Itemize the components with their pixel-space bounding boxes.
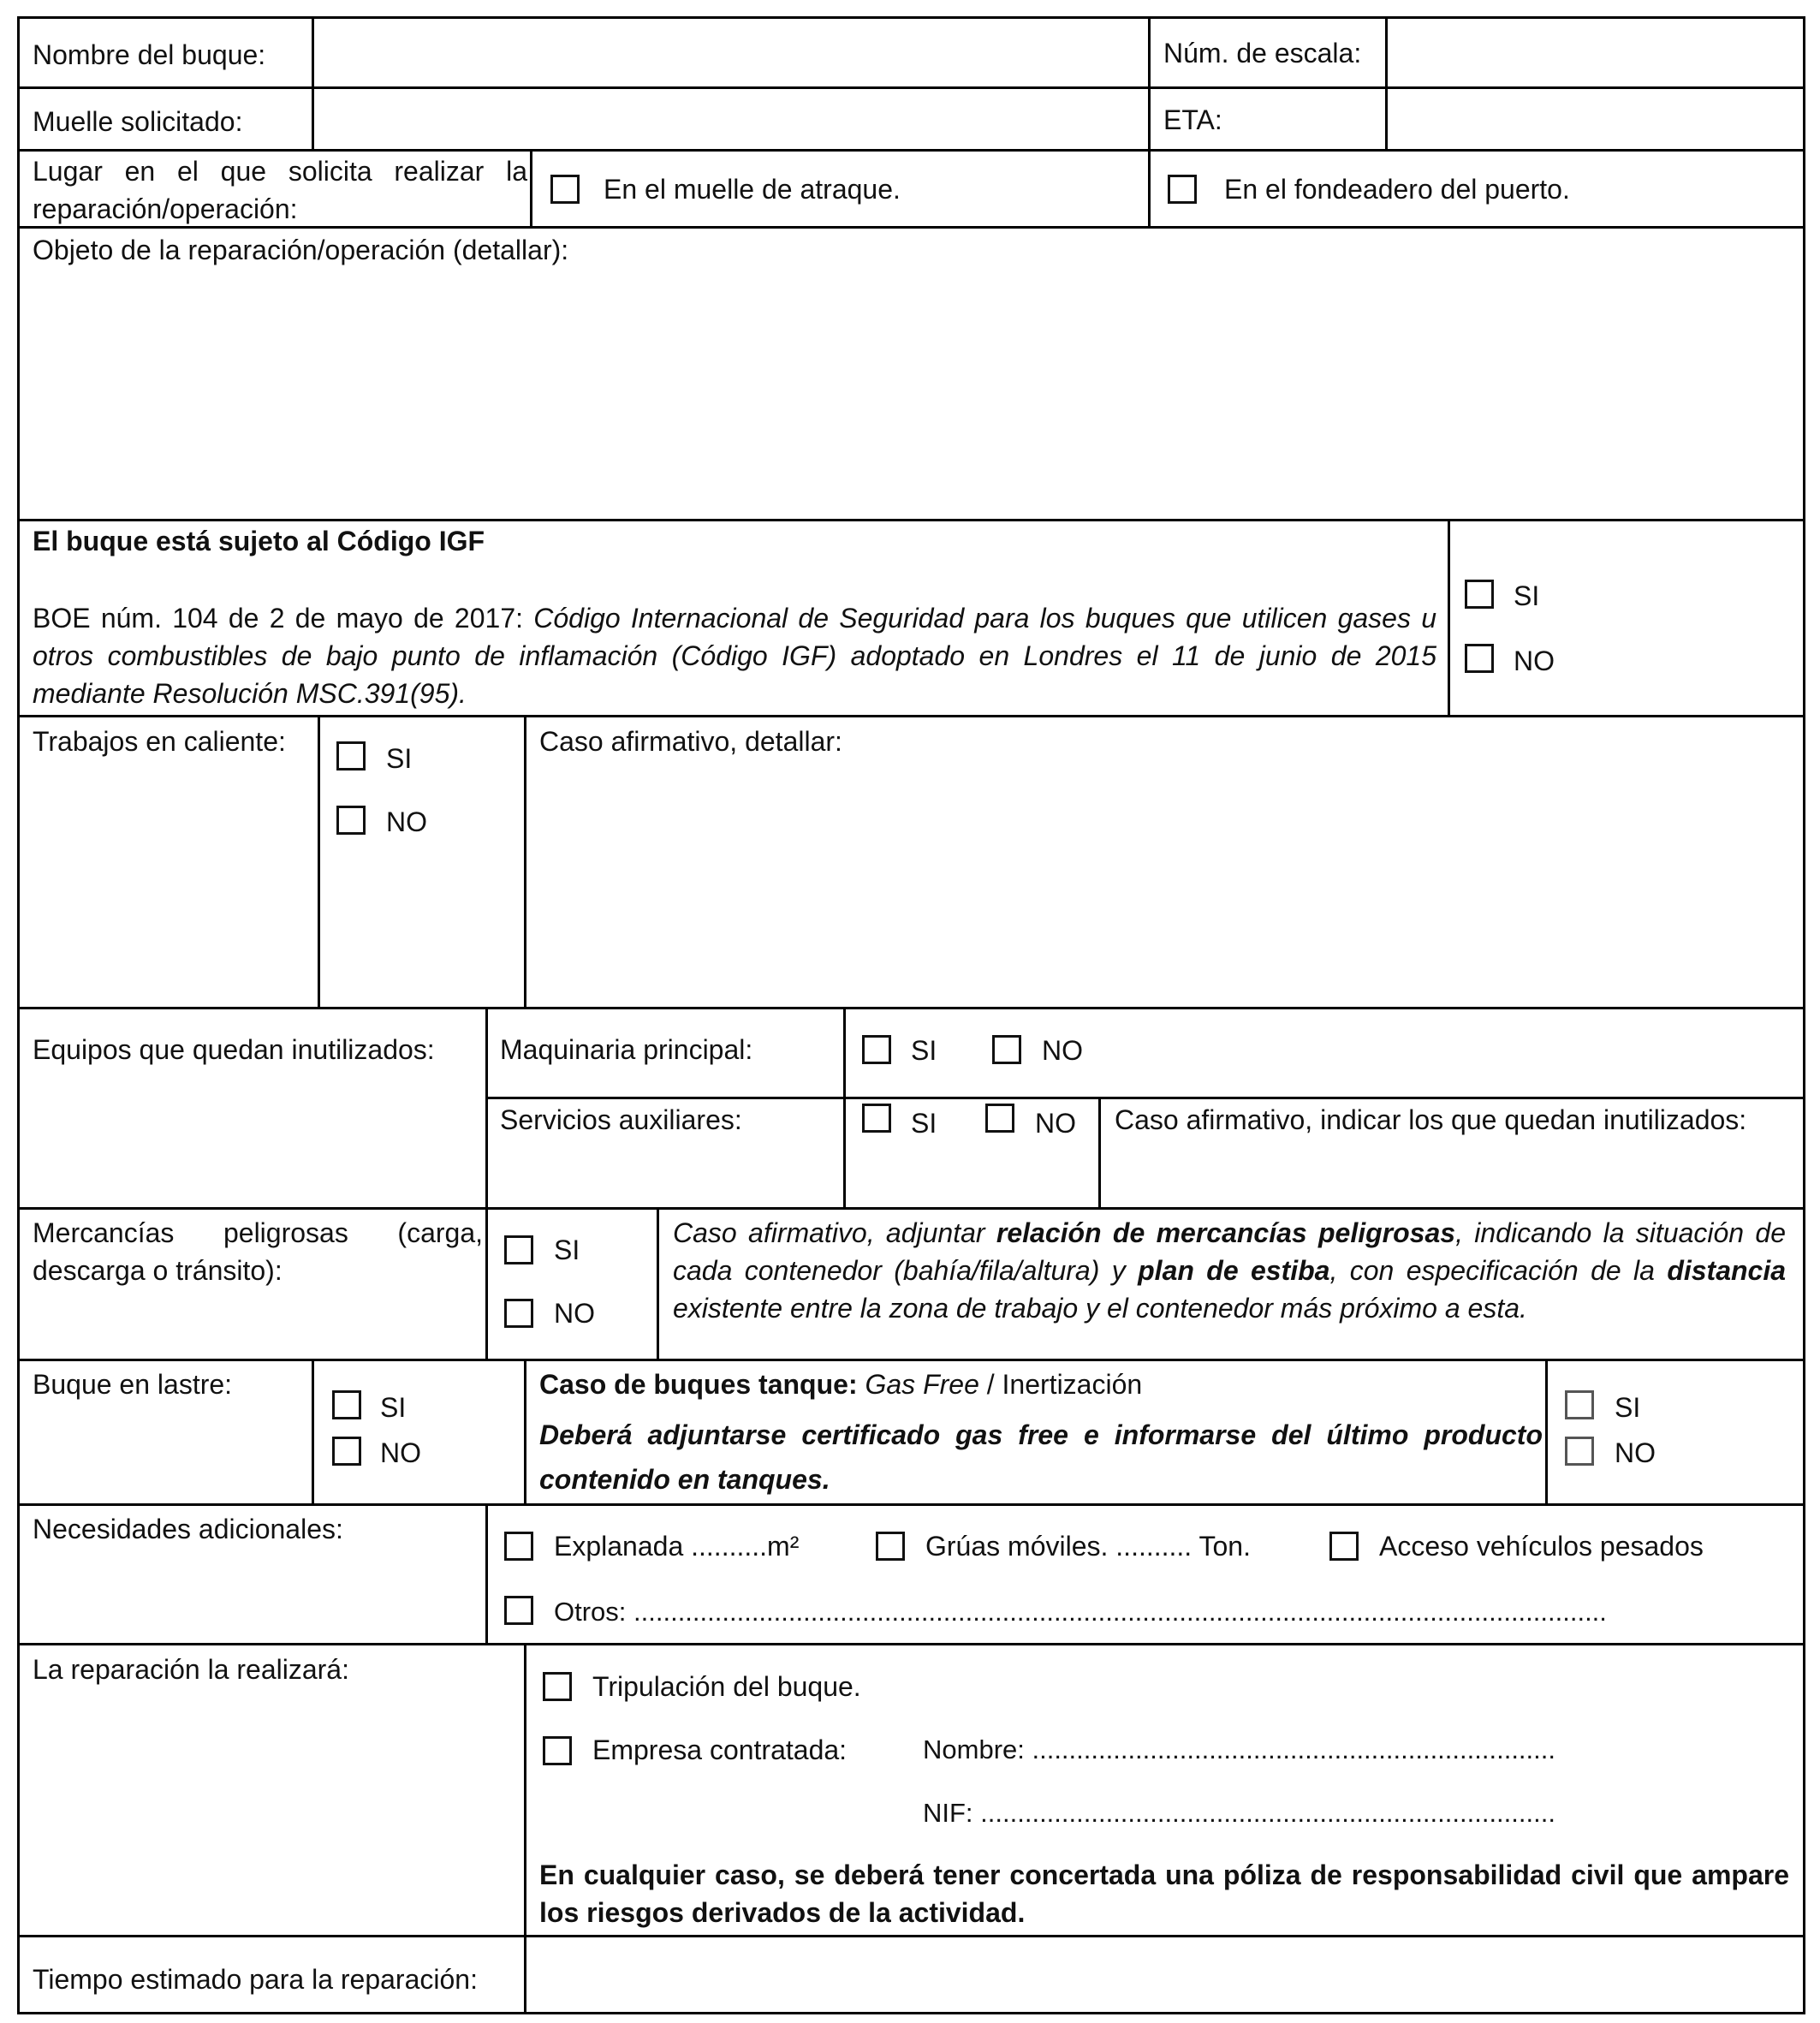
repair-by-label: La reparación la realizará: (33, 1654, 349, 1685)
dg-text: , con especificación de la (1329, 1255, 1668, 1286)
aux-no-checkbox[interactable] (985, 1104, 1014, 1133)
aux-si-label: SI (911, 1108, 937, 1139)
eta-label: ETA: (1163, 104, 1222, 135)
eta-input[interactable] (1392, 91, 1801, 147)
rule (312, 1359, 314, 1506)
rule (485, 1097, 1805, 1099)
igf-si-checkbox[interactable] (1465, 580, 1494, 609)
hot-work-si-label: SI (386, 743, 413, 774)
berth-input[interactable] (318, 91, 1145, 147)
tanker-si-checkbox[interactable] (1565, 1390, 1594, 1419)
call-number-label: Núm. de escala: (1163, 38, 1362, 68)
time-input[interactable] (532, 1940, 1799, 2010)
rule (17, 149, 1805, 152)
rule (17, 2012, 1805, 2014)
place-label: Lugar en el que solicita realizar la (33, 156, 527, 187)
ballast-si-checkbox[interactable] (332, 1390, 361, 1419)
need-others-checkbox[interactable] (504, 1596, 533, 1625)
tanker-si-label: SI (1615, 1392, 1641, 1423)
rule (17, 519, 1805, 521)
rule (843, 1007, 846, 1210)
tanker-note: Deberá adjuntarse certificado gas free e informarse del último producto contenido en tanques. (539, 1419, 1543, 1495)
rule (17, 16, 20, 2014)
need-cranes-checkbox[interactable] (876, 1532, 905, 1561)
igf-boe-italic: Código Internacional de Seguridad para los buques que utilicen gases u otros combustibles de bajo punto de inflamación (Código IGF) adoptado en Londres el 11 de junio de 2015 mediante Resolución MSC.391(95). (33, 603, 1437, 709)
tanker-no-label: NO (1615, 1437, 1656, 1468)
dangerous-goods-label-cont: descarga o tránsito): (33, 1255, 283, 1286)
hot-work-si-checkbox[interactable] (336, 741, 366, 771)
time-label: Tiempo estimado para la reparación: (33, 1964, 478, 1995)
aux-services-label: Servicios auxiliares: (500, 1104, 742, 1135)
main-machinery-no-checkbox[interactable] (992, 1035, 1021, 1064)
need-heavy-checkbox[interactable] (1329, 1532, 1359, 1561)
need-esplanade-label: Explanada ..........m² (554, 1531, 800, 1562)
contractor-nif-field[interactable]: NIF: .............................................................................. (923, 1798, 1555, 1828)
main-machinery-label: Maquinaria principal: (500, 1034, 753, 1065)
tanker-gasfree: Gas Free (865, 1369, 979, 1400)
rule (657, 1207, 659, 1361)
main-machinery-si-label: SI (911, 1035, 937, 1066)
dangerous-goods-label: Mercancías peligrosas (carga, (33, 1217, 483, 1248)
main-machinery-si-checkbox[interactable] (862, 1035, 891, 1064)
hot-work-detail-textarea[interactable] (532, 764, 1799, 1003)
dg-no-checkbox[interactable] (504, 1299, 533, 1328)
tanker-heading (539, 1366, 1142, 1403)
rule (1803, 16, 1805, 2014)
ballast-label: Buque en lastre: (33, 1369, 233, 1400)
rule (17, 1207, 1805, 1210)
hot-work-no-checkbox[interactable] (336, 806, 366, 835)
place-anchorage-checkbox[interactable] (1168, 175, 1197, 204)
place-berth-label: En el muelle de atraque. (604, 174, 901, 205)
insurance-note: En cualquier caso, se deberá tener concertada una póliza de responsabilidad civil que ampare los riesgos derivados de la actividad. (539, 1859, 1789, 1928)
rule (318, 715, 320, 1009)
rule (530, 149, 532, 229)
aux-si-checkbox[interactable] (862, 1104, 891, 1133)
rule (17, 1643, 1805, 1645)
hot-work-detail-label: Caso afirmativo, detallar: (539, 726, 842, 757)
rule (17, 1935, 1805, 1937)
contractor-label: Empresa contratada: (592, 1734, 848, 1765)
rule (17, 1007, 1805, 1009)
rule (524, 715, 526, 1009)
rule (17, 86, 1805, 89)
equipment-label: Equipos que quedan inutilizados: (33, 1034, 435, 1065)
need-esplanade-checkbox[interactable] (504, 1532, 533, 1561)
dg-text-bold: plan de estiba (1138, 1255, 1330, 1286)
rule (17, 1359, 1805, 1361)
rule (1385, 16, 1388, 151)
vessel-name-input[interactable] (318, 22, 1145, 86)
rule (524, 1643, 526, 2014)
rule (524, 1359, 526, 1506)
hot-work-label: Trabajos en caliente: (33, 726, 286, 757)
rule (17, 1503, 1805, 1506)
ballast-no-label: NO (380, 1437, 421, 1468)
berth-label: Muelle solicitado: (33, 106, 243, 137)
ballast-si-label: SI (380, 1392, 407, 1423)
aux-no-label: NO (1035, 1108, 1076, 1139)
rule (1098, 1097, 1101, 1210)
dg-text: , indicando la situación de cada contenedor (bahía/fila/altura) y (673, 1217, 1786, 1286)
crew-checkbox[interactable] (543, 1672, 572, 1701)
object-textarea[interactable] (26, 272, 1799, 515)
dg-si-label: SI (554, 1235, 580, 1265)
igf-no-checkbox[interactable] (1465, 644, 1494, 673)
rule (1545, 1359, 1548, 1506)
igf-no-label: NO (1514, 646, 1555, 676)
vessel-name-label: Nombre del buque: (33, 39, 266, 70)
need-cranes-label: Grúas móviles. .......... Ton. (925, 1531, 1251, 1562)
igf-boe-text (33, 599, 1436, 712)
dg-text: Caso afirmativo, adjuntar (673, 1217, 996, 1248)
contractor-name-field[interactable]: Nombre: ....................................................................... (923, 1734, 1555, 1764)
rule (17, 16, 1805, 19)
tanker-title: Caso de buques tanque: (539, 1369, 858, 1400)
crew-label: Tripulación del buque. (592, 1671, 861, 1702)
rule (485, 1207, 488, 1361)
need-heavy-label: Acceso vehículos pesados (1379, 1531, 1704, 1562)
place-berth-checkbox[interactable] (550, 175, 580, 204)
tanker-inert: / Inertización (978, 1369, 1143, 1400)
need-others-label: Otros: .................................................................................................................................... (554, 1597, 1607, 1627)
rule (485, 1007, 488, 1210)
tanker-no-checkbox[interactable] (1565, 1437, 1594, 1466)
igf-title: El buque está sujeto al Código IGF (33, 526, 485, 556)
dg-text-bold: relación de mercancías peligrosas (996, 1217, 1456, 1248)
hot-work-no-label: NO (386, 806, 427, 837)
aux-detail-label: Caso afirmativo, indicar los que quedan inutilizados: (1115, 1104, 1747, 1135)
dg-no-label: NO (554, 1298, 595, 1329)
needs-label: Necesidades adicionales: (33, 1514, 343, 1544)
dg-text-bold: distancia (1667, 1255, 1787, 1286)
rule (485, 1503, 488, 1645)
rule (312, 16, 314, 151)
igf-boe-prefix: BOE núm. 104 de 2 de mayo de 2017: (33, 603, 524, 634)
rule (17, 715, 1805, 717)
place-anchorage-label: En el fondeadero del puerto. (1224, 174, 1570, 205)
igf-si-label: SI (1514, 580, 1540, 611)
place-label-cont: reparación/operación: (33, 193, 298, 224)
rule (1148, 16, 1151, 229)
call-number-input[interactable] (1392, 22, 1801, 86)
rule (1448, 519, 1450, 717)
object-label: Objeto de la reparación/operación (detallar): (33, 235, 569, 265)
dg-si-checkbox[interactable] (504, 1235, 533, 1264)
contractor-checkbox[interactable] (543, 1736, 572, 1765)
ballast-no-checkbox[interactable] (332, 1437, 361, 1466)
main-machinery-no-label: NO (1042, 1035, 1083, 1066)
dg-instructions (673, 1214, 1786, 1327)
dg-text: existente entre la zona de trabajo y el contenedor más próximo a esta. (673, 1293, 1527, 1324)
